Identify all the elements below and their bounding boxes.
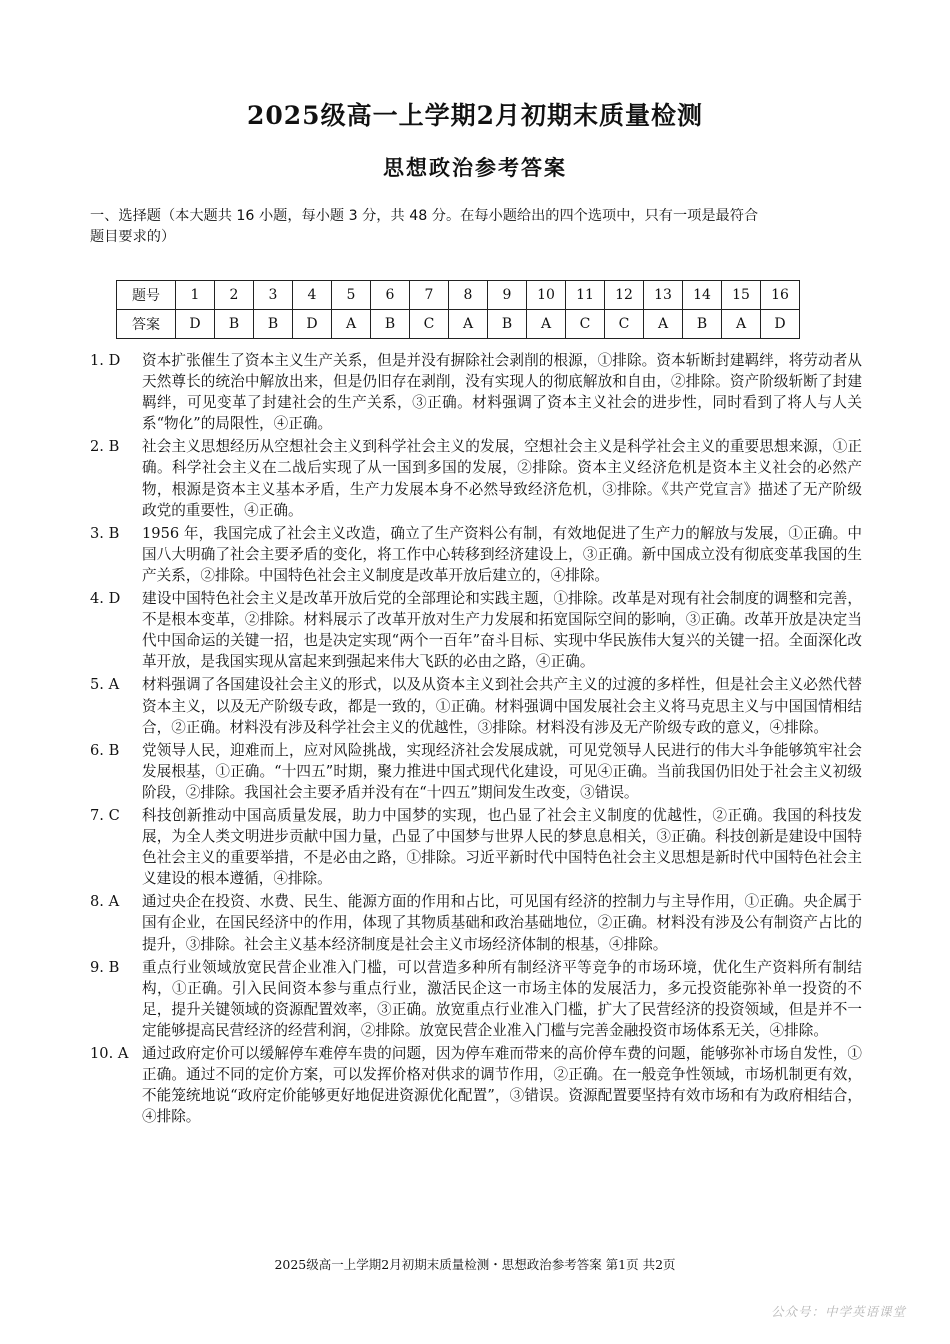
watermark: 公众号：中学英语课堂 [770,1304,906,1319]
question-number-cell: 7 [410,281,449,310]
answer-cell: B [371,310,410,339]
answer-cell: D [293,310,332,339]
question-number-cell: 13 [644,281,683,310]
explanation-item [90,588,862,672]
explanation-item [90,957,862,1041]
question-number-cell: 3 [254,281,293,310]
answer-cell: D [761,310,800,339]
answer-cell: B [488,310,527,339]
explanation-text: 科技创新推动中国高质量发展，助力中国梦的实现，也凸显了社会主义制度的优越性，②正确。我国的科技发展，为全人类文明进步贡献中国力量，凸显了中国梦与世界人民的梦息息相关，③正确。科技创新是建设中国特色社会主义的重要举措，不是必由之路，①排除。习近平新时代中国特色社会主义思想是新时代中国特色社会主义建设的根本遵循，④排除。 [142,806,862,888]
answer-cell: A [527,310,566,339]
answer-table-number-row [117,281,800,310]
question-number-cell: 8 [449,281,488,310]
page-title: 2025级高一上学期2月初期末质量检测 [247,101,703,130]
answer-table [116,280,800,339]
explanation-text: 党领导人民，迎难而上，应对风险挑战，实现经济社会发展成就，可见党领导人民进行的伟大斗争能够筑牢社会发展根基，①正确。“十四五”时期，聚力推进中国式现代化建设，可见④正确。当前我国仍旧处于社会主义初级阶段，②排除。我国社会主要矛盾并没有在“十四五”期间发生改变，③错误。 [142,741,862,801]
explanation-item [90,674,862,737]
answer-row-header: 答案 [117,310,176,339]
explanation-item [90,805,862,889]
explanation-label: 6. B [90,741,120,759]
question-number-cell: 4 [293,281,332,310]
explanation-text: 通过央企在投资、水费、民生、能源方面的作用和占比，可见国有经济的控制力与主导作用，①正确。央企属于国有企业，在国民经济中的作用，体现了其物质基础和政治基础地位，②正确。材料没有涉及公有制资产占比的提升，③排除。社会主义基本经济制度是社会主义市场经济体制的根基，④排除。 [142,893,862,953]
explanation-text: 资本扩张催生了资本主义生产关系，但是并没有摒除社会剥削的根源，①排除。资本斩断封建羁绊，将劳动者从天然尊长的统治中解放出来，但是仍旧存在剥削，没有实现人的彻底解放和自由，②排除。资产阶级斩断了封建羁绊，可见变革了封建社会的生产关系，③正确。材料强调了资本主义社会的进步性，同时看到了将人与人关系“物化”的局限性，④正确。 [142,352,862,433]
page-subtitle: 思想政治参考答案 [383,155,567,180]
section-instructions [90,206,870,248]
answer-cell: D [176,310,215,339]
question-number-cell: 10 [527,281,566,310]
answer-cell: C [605,310,644,339]
explanation-label: 8. A [90,893,120,911]
explanation-label: 4. D [90,590,121,608]
explanation-label: 5. A [90,676,120,694]
section-instructions-line-2: 题目要求的） [90,229,176,245]
question-number-cell: 5 [332,281,371,310]
question-number-cell: 16 [761,281,800,310]
explanation-item [90,891,862,954]
explanation-item [90,740,862,803]
explanation-item [90,350,862,434]
answer-cell: A [644,310,683,339]
answer-cell: A [722,310,761,339]
explanation-text: 材料强调了各国建设社会主义的形式，以及从资本主义到社会共产主义的过渡的多样性，但是社会主义必然代替资本主义，以及无产阶级专政，都是一致的，①正确。材料强调中国发展社会主义将马克思主义与中国国情相结合，②正确。材料没有涉及科学社会主义的优越性，③排除。材料没有涉及无产阶级专政的意义，④排除。 [142,676,862,736]
explanation-text: 重点行业领域放宽民营企业准入门槛，可以营造多种所有制经济平等竞争的市场环境，优化生产资料所有制结构，①正确。引入民间资本参与重点行业，激活民企这一市场主体的发展活力，多元投资能弥补单一投资的不足，提升关键领域的资源配置效率，③正确。放宽重点行业准入门槛，扩大了民营经济的投资领域，但是并不一定能够提高民营经济的经营利润，②排除。放宽民营企业准入门槛与完善金融投资市场体系无关，④排除。 [142,958,862,1039]
question-number-cell: 12 [605,281,644,310]
explanation-label: 3. B [90,524,120,542]
explanation-text: 1956 年，我国完成了社会主义改造，确立了生产资料公有制，有效地促进了生产力的解放与发展，①正确。中国八大明确了社会主要矛盾的变化，将工作中心转移到经济建设上，③正确。新中国成立没有彻底变革我国的生产关系，②排除。中国特色社会主义制度是改革开放后建立的，④排除。 [142,524,862,584]
explanation-item [90,523,862,586]
answer-cell: B [215,310,254,339]
answer-cell: C [566,310,605,339]
question-number-cell: 6 [371,281,410,310]
answer-cell: A [449,310,488,339]
question-number-cell: 15 [722,281,761,310]
number-row-header: 题号 [117,281,176,310]
explanation-text: 通过政府定价可以缓解停车难停车贵的问题，因为停车难而带来的高价停车费的问题，能够弥补市场自发性，①正确。通过不同的定价方案，可以发挥价格对供求的调节作用，②正确。在一般竞争性领域，市场机制更有效，不能笼统地说“政府定价能够更好地促进资源优化配置”，③错误。资源配置要坚持有效市场和有为政府相结合，④排除。 [142,1045,862,1126]
explanation-item [90,436,862,520]
section-instructions-line-1: 一、选择题（本大题共 16 小题，每小题 3 分，共 48 分。在每小题给出的四个选项中，只有一项是最符合 [90,208,759,224]
answer-cell: B [254,310,293,339]
explanation-list [90,350,862,1129]
question-number-cell: 14 [683,281,722,310]
question-number-cell: 11 [566,281,605,310]
explanation-label: 1. D [90,352,121,369]
explanation-item [90,1043,862,1127]
explanation-label: 9. B [90,958,120,976]
explanation-label: 7. C [90,806,120,824]
question-number-cell: 2 [215,281,254,310]
answer-cell: B [683,310,722,339]
page-footer: 2025级高一上学期2月初期末质量检测・思想政治参考答案 第1页 共2页 [274,1257,676,1272]
answer-cell: A [332,310,371,339]
explanation-label: 10. A [90,1045,129,1062]
explanation-text: 社会主义思想经历从空想社会主义到科学社会主义的发展，空想社会主义是科学社会主义的重要思想来源，①正确。科学社会主义在二战后实现了从一国到多国的发展，②排除。资本主义经济危机是资本主义社会的必然产物，根源是资本主义基本矛盾，生产力发展本身不必然导致经济危机，③排除。《共产党宣言》描述了无产阶级政党的重要性，④正确。 [142,438,862,519]
explanation-text: 建设中国特色社会主义是改革开放后党的全部理论和实践主题，①排除。改革是对现有社会制度的调整和完善，不是根本变革，②排除。材料展示了改革开放对生产力发展和拓宽国际空间的影响，③正确。改革开放是决定当代中国命运的关键一招，也是决定实现“两个一百年”奋斗目标、实现中华民族伟大复兴的关键一招。全面深化改革开放，是我国实现从富起来到强起来伟大飞跃的必由之路，④正确。 [142,590,862,671]
answer-table-answer-row [117,310,800,339]
answer-cell: C [410,310,449,339]
question-number-cell: 1 [176,281,215,310]
explanation-label: 2. B [90,438,120,456]
question-number-cell: 9 [488,281,527,310]
